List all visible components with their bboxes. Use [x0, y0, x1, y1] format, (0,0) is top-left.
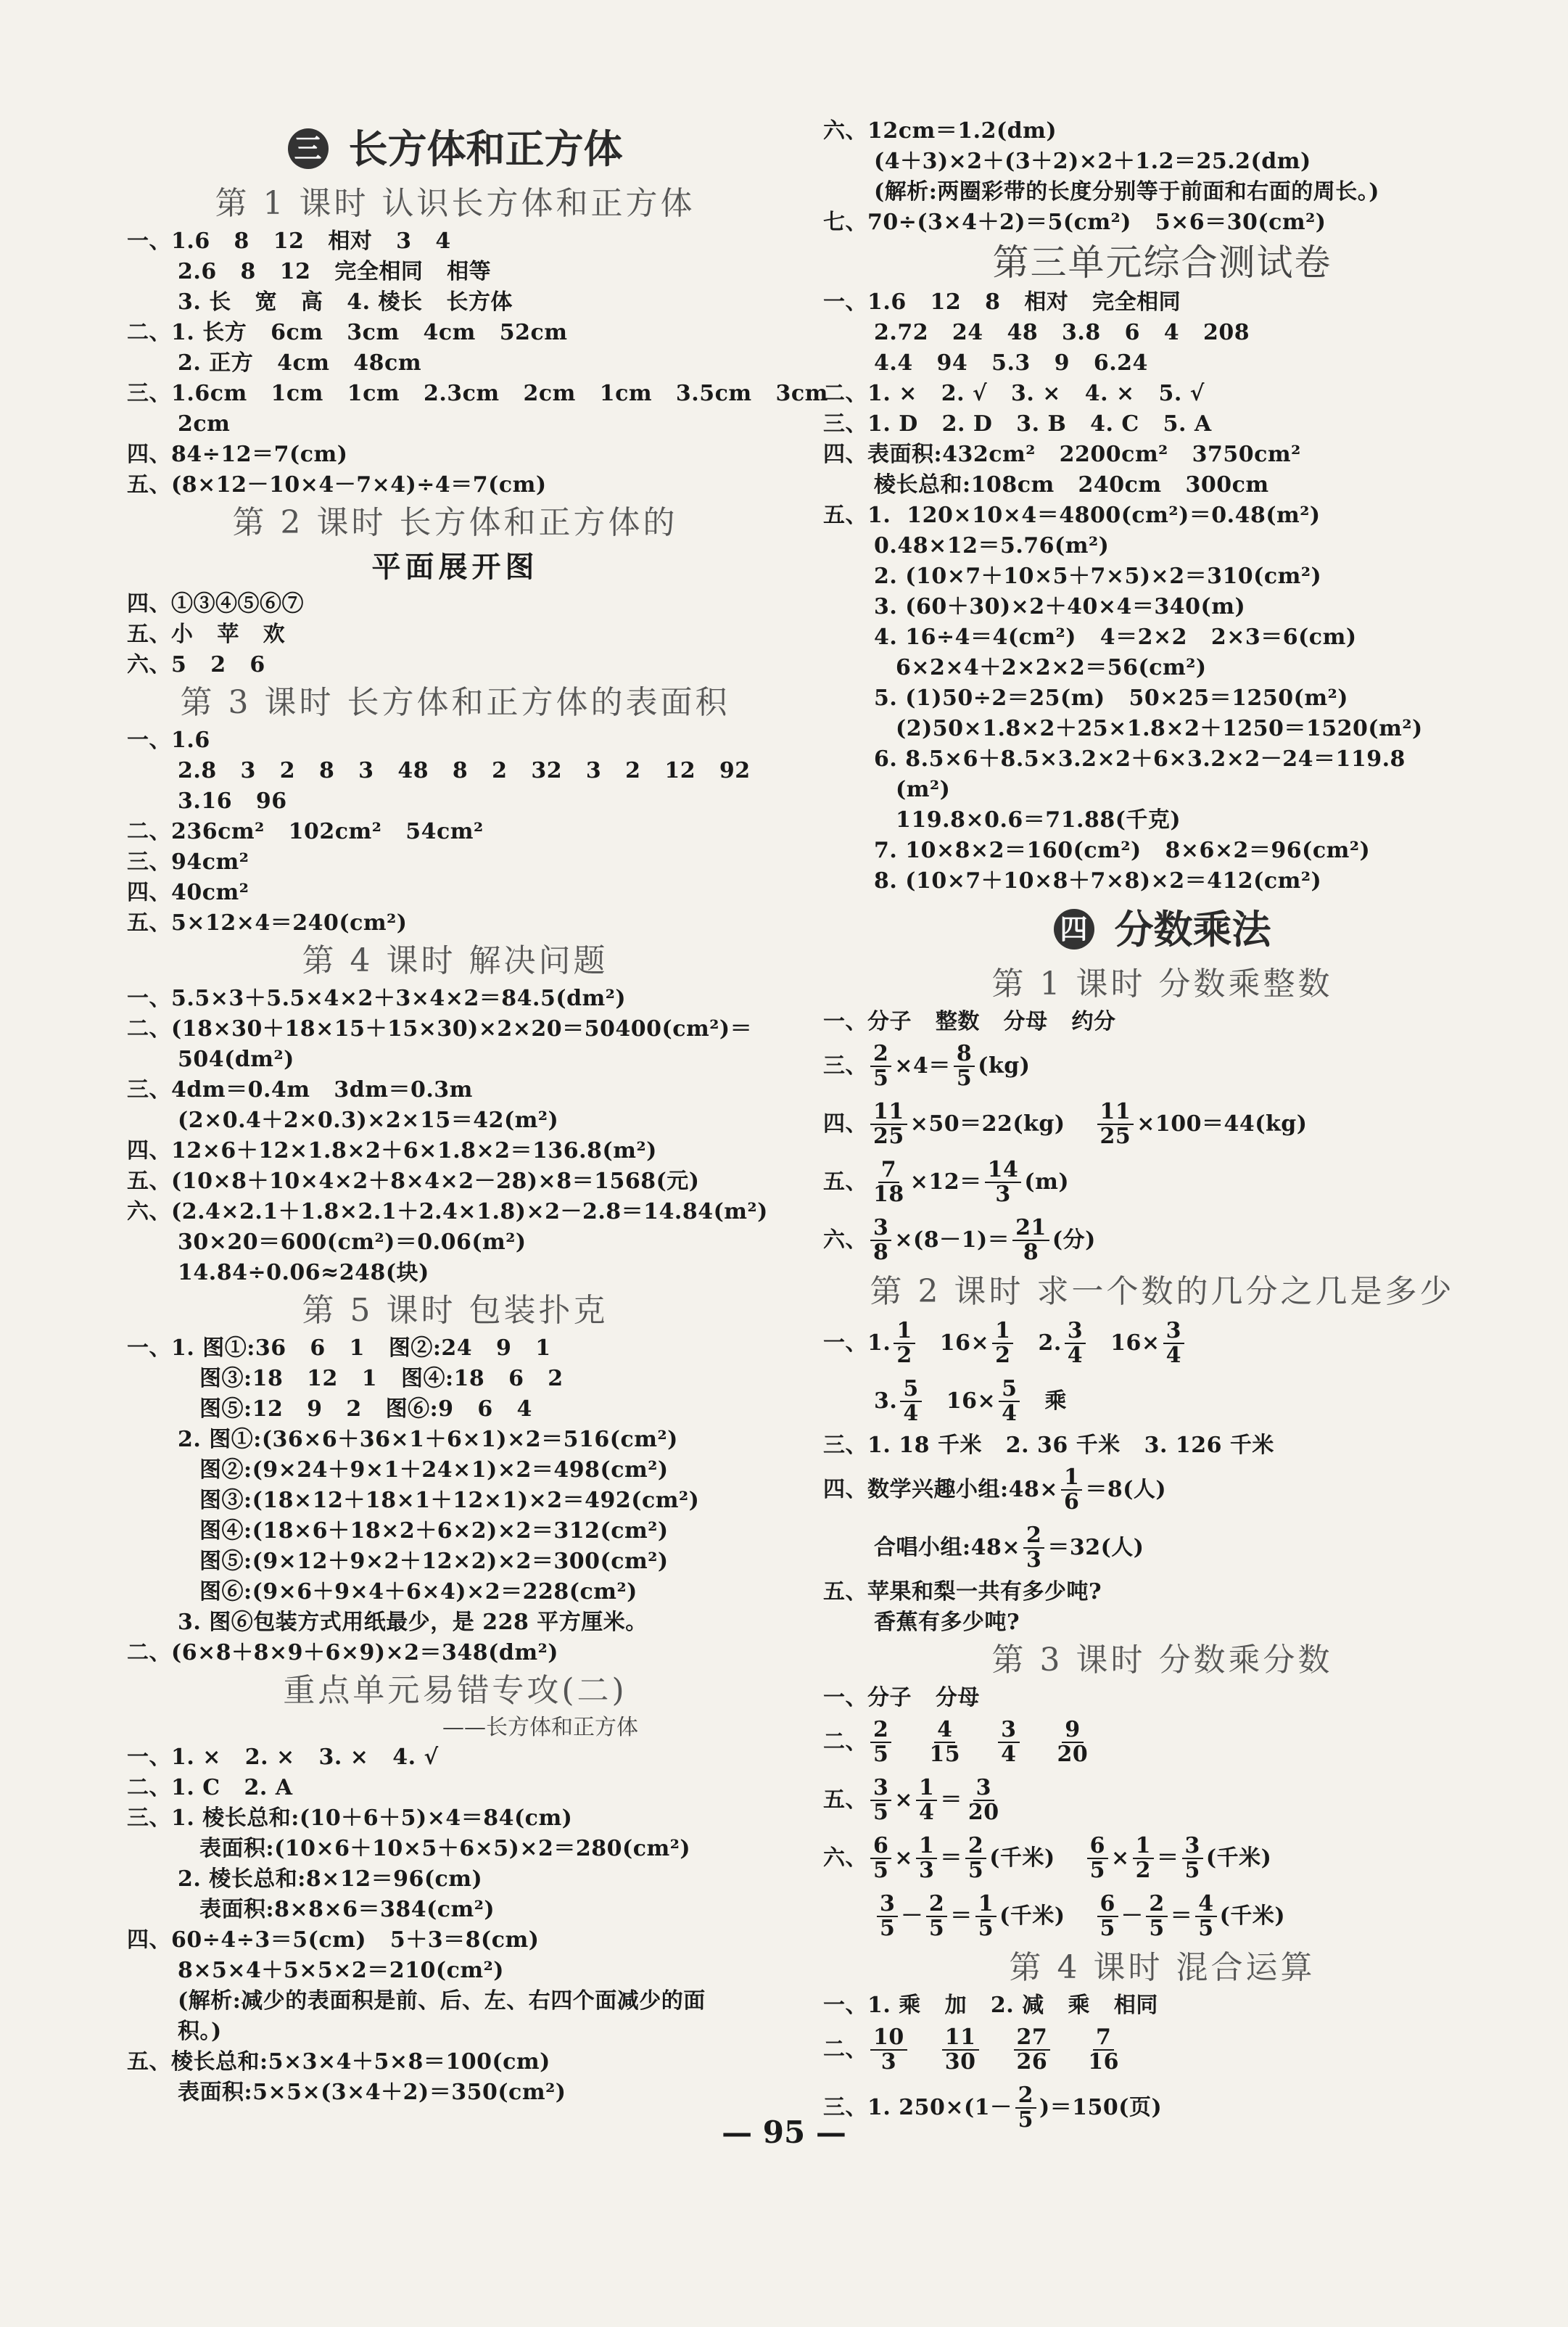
fraction — [870, 1158, 907, 1206]
page-number: — 95 — — [722, 2114, 846, 2150]
label: 四、 — [823, 1111, 867, 1137]
answer-line: 棱长总和:108cm 240cm 300cm — [874, 472, 1269, 498]
denominator: 8 — [1023, 1240, 1039, 1265]
label: 六、 — [823, 1227, 867, 1253]
answer-line: 七、70÷(3×4＋2)＝5(cm²) 5×6＝30(cm²) — [823, 210, 1326, 235]
answer-line: 五、(10×8＋10×4×2＋8×4×2－28)×8＝1568(元) — [127, 1169, 700, 1194]
answer-line — [823, 1153, 1501, 1211]
numerator: 1 — [916, 1776, 937, 1801]
text: (分) — [1052, 1227, 1096, 1253]
numerator: 9 — [1062, 1718, 1083, 1743]
fraction — [900, 1377, 921, 1425]
label: 二、 — [823, 1729, 867, 1755]
text: ＝ — [950, 1903, 973, 1929]
answer-line: 4.4 94 5.3 9 6.24 — [874, 350, 1148, 376]
answer-line: 四、40cm² — [127, 880, 249, 905]
answer-line — [823, 1095, 1501, 1153]
answer-line: 四、①③④⑤⑥⑦ — [127, 591, 304, 617]
text: (千米) — [989, 1845, 1055, 1871]
fraction — [965, 1834, 986, 1882]
text: (千米) — [999, 1903, 1065, 1929]
text: (千米) — [1219, 1903, 1286, 1929]
lesson-2-title: 第 2 课时 长方体和正方体的 — [232, 504, 678, 541]
denominator: 25 — [1099, 1124, 1131, 1149]
answer-line: 四、60÷4÷3＝5(cm) 5＋3＝8(cm) — [127, 1927, 540, 1953]
answer-line: 三、1. 18 千米 2. 36 千米 3. 126 千米 — [823, 1433, 1274, 1458]
answer-line: 一、分子 分母 — [823, 1685, 980, 1710]
answer-line: 8×5×4＋5×5×2＝210(cm²) — [178, 1958, 504, 1983]
numerator: 3 — [877, 1893, 898, 1917]
answer-line: 一、1. × 2. × 3. × 4. √ — [127, 1745, 439, 1770]
denominator: 2 — [896, 1343, 912, 1368]
denominator: 2 — [1135, 1858, 1152, 1883]
text: ×(8－1)＝ — [894, 1227, 1010, 1253]
answer-line: (解析:减少的表面积是前、后、左、右四个面减少的面 — [178, 1988, 706, 2014]
fraction — [1163, 1319, 1184, 1367]
denominator: 30 — [944, 2049, 976, 2075]
answer-line: (m²) — [896, 777, 951, 802]
label: 一、1. — [823, 1330, 891, 1356]
text: (m) — [1024, 1169, 1070, 1195]
answer-line — [823, 1771, 1501, 1829]
answer-line: 表面积:5×5×(3×4＋2)＝350(cm²) — [178, 2080, 566, 2105]
answer-line — [823, 1211, 1501, 1269]
answer-line: 图⑤:(9×12＋9×2＋12×2)×2＝300(cm²) — [199, 1549, 669, 1574]
denominator: 25 — [873, 1124, 904, 1149]
label: 六、 — [823, 1845, 867, 1871]
answer-line: (2)50×1.8×2＋25×1.8×2＋1250＝1520(m²) — [896, 716, 1423, 741]
numerator: 5 — [900, 1377, 921, 1402]
answer-line: 图④:(18×6＋18×2＋6×2)×2＝312(cm²) — [199, 1518, 669, 1544]
fraction — [998, 1718, 1019, 1766]
answer-line: 0.48×12＝5.76(m²) — [874, 533, 1110, 559]
numerator: 27 — [1014, 2026, 1051, 2051]
text: ＝8(人) — [1085, 1477, 1167, 1502]
numerator: 6 — [870, 1834, 891, 1859]
fraction — [1182, 1834, 1203, 1882]
answer-line: 14.84÷0.06≈248(块) — [178, 1260, 429, 1285]
fraction — [1061, 1466, 1082, 1514]
numerator: 2 — [1146, 1893, 1167, 1917]
numerator: 3 — [870, 1776, 891, 1801]
lesson-4-title: 第 4 课时 解决问题 — [302, 942, 608, 979]
lesson-3-title: 第 3 课时 长方体和正方体的表面积 — [180, 684, 730, 721]
numerator: 1 — [916, 1834, 937, 1859]
fraction — [894, 1319, 915, 1367]
unit-3-test-title: 第三单元综合测试卷 — [992, 242, 1332, 284]
fraction — [954, 1042, 975, 1090]
denominator: 5 — [1099, 1916, 1115, 1941]
fraction — [999, 1377, 1020, 1425]
fraction — [870, 1776, 891, 1824]
denominator: 20 — [967, 1800, 999, 1825]
numerator: 21 — [1012, 1216, 1049, 1241]
fraction — [1065, 1319, 1086, 1367]
text: － — [901, 1903, 923, 1929]
text: ＝ — [940, 1845, 962, 1871]
answer-line: 4. 16÷4＝4(cm²) 4＝2×2 2×3＝6(cm) — [874, 625, 1357, 650]
left-column — [127, 116, 828, 2108]
answer-line: 2. (10×7＋10×5＋7×5)×2＝310(cm²) — [874, 564, 1322, 589]
denominator: 5 — [1149, 1916, 1165, 1941]
answer-line: 2. 正方 4cm 48cm — [178, 350, 422, 376]
fraction-lesson-1-title: 第 1 课时 分数乘整数 — [991, 965, 1333, 1002]
text: × — [894, 1787, 914, 1813]
unit-4-title: 分数乘法 — [1114, 906, 1271, 952]
answer-line: 6. 8.5×6＋8.5×3.2×2＋6×3.2×2－24＝119.8 — [874, 746, 1406, 772]
fraction — [870, 1042, 891, 1090]
denominator: 5 — [873, 1858, 889, 1883]
answer-line — [823, 1461, 1501, 1519]
fraction — [985, 1158, 1022, 1206]
answer-line: 二、1. × 2. √ 3. × 4. × 5. √ — [823, 381, 1205, 406]
numerator: 2 — [1015, 2084, 1036, 2109]
fraction — [1014, 2026, 1051, 2074]
fraction — [916, 1776, 937, 1824]
answer-line — [823, 1713, 1501, 1771]
answer-line: 图③:(18×12＋18×1＋12×1)×2＝492(cm²) — [199, 1488, 700, 1513]
denominator: 5 — [1018, 2107, 1033, 2133]
fraction — [870, 1100, 907, 1148]
fraction — [1133, 1834, 1154, 1882]
answer-line — [823, 2021, 1501, 2079]
numerator: 11 — [1097, 1100, 1134, 1125]
denominator: 4 — [1001, 1742, 1017, 1767]
fraction — [975, 1893, 996, 1940]
answer-line: 五、棱长总和:5×3×4＋5×8＝100(cm) — [127, 2049, 550, 2075]
unit-4-heading — [823, 901, 1501, 957]
denominator: 18 — [873, 1182, 904, 1207]
denominator: 3 — [880, 2049, 897, 2075]
denominator: 4 — [903, 1401, 919, 1426]
numerator: 2 — [870, 1042, 891, 1067]
numerator: 1 — [894, 1319, 915, 1344]
answer-line: (解析:两圈彩带的长度分别等于前面和右面的周长。) — [874, 179, 1379, 205]
lesson-2-subtitle: 平面展开图 — [371, 550, 539, 584]
answer-line: 二、(18×30＋18×15＋15×30)×2×20＝50400(cm²)＝ — [127, 1016, 753, 1042]
answer-line: 一、1. 图①:36 6 1 图②:24 9 1 — [127, 1335, 551, 1361]
numerator: 11 — [870, 1100, 907, 1125]
answer-line: 图⑥:(9×6＋9×4＋6×4)×2＝228(cm²) — [199, 1579, 637, 1605]
answer-line: 2cm — [178, 411, 231, 437]
numerator: 2 — [870, 1718, 891, 1743]
denominator: 4 — [919, 1800, 935, 1825]
answer-line: 三、1. D 2. D 3. B 4. C 5. A — [823, 411, 1212, 437]
fraction — [1023, 1524, 1044, 1572]
denominator: 3 — [1026, 1547, 1042, 1573]
denominator: 8 — [873, 1240, 889, 1265]
answer-line: 7. 10×8×2＝160(cm²) 8×6×2＝96(cm²) — [874, 838, 1371, 863]
numerator: 11 — [942, 2026, 979, 2051]
numerator: 3 — [1182, 1834, 1203, 1859]
answer-line: 五、1. 120×10×4＝4800(cm²)＝0.48(m²) — [823, 503, 1321, 528]
answer-line — [823, 1314, 1501, 1372]
denominator: 6 — [1063, 1489, 1080, 1515]
label: 三、 — [823, 1053, 867, 1079]
fraction — [1087, 1834, 1108, 1882]
answer-line: 3. 图⑥包装方式用纸最少，是 228 平方厘米。 — [178, 1610, 648, 1635]
denominator: 15 — [929, 1742, 961, 1767]
answer-line: 六、12cm＝1.2(dm) — [823, 118, 1057, 144]
denominator: 4 — [1067, 1343, 1084, 1368]
text: ＝32(人) — [1047, 1535, 1144, 1560]
numerator: 6 — [1097, 1893, 1118, 1917]
answer-line: 五、苹果和梨一共有多少吨? — [823, 1579, 1102, 1605]
denominator: 2 — [995, 1343, 1011, 1368]
text: 16× — [946, 1388, 996, 1414]
answer-line: (2×0.4＋2×0.3)×2×15＝42(m²) — [178, 1108, 559, 1133]
denominator: 5 — [1198, 1916, 1214, 1941]
numerator: 1 — [1061, 1466, 1082, 1491]
answer-line: 六、(2.4×2.1＋1.8×2.1＋2.4×1.8)×2－2.8＝14.84(m²) — [127, 1199, 768, 1224]
fraction-lesson-2-title: 第 2 课时 求一个数的几分之几是多少 — [870, 1273, 1455, 1310]
label: 四、数学兴趣小组:48× — [823, 1477, 1058, 1502]
answer-line: 2. 图①:(36×6＋36×1＋6×1)×2＝516(cm²) — [178, 1427, 678, 1452]
answer-line: 30×20＝600(cm²)＝0.06(m²) — [178, 1230, 527, 1255]
fraction-lesson-4-title: 第 4 课时 混合运算 — [1009, 1949, 1316, 1986]
numerator: 7 — [1093, 2026, 1114, 2051]
lesson-6-title: 重点单元易错专攻(二) — [283, 1672, 627, 1709]
answer-line: 3. (60＋30)×2＋40×4＝340(m) — [874, 594, 1246, 619]
denominator: 5 — [873, 1800, 889, 1825]
answer-line: 一、分子 整数 分母 约分 — [823, 1009, 1116, 1034]
answer-line: 表面积:8×8×6＝384(cm²) — [199, 1897, 495, 1922]
answer-line: 二、(6×8＋8×9＋6×9)×2＝348(dm²) — [127, 1640, 558, 1665]
denominator: 3 — [919, 1858, 935, 1883]
denominator: 4 — [1165, 1343, 1181, 1368]
answer-line: 一、1.6 — [127, 728, 210, 753]
unit-3-badge: 三 — [288, 128, 329, 169]
answer-line: 三、4dm＝0.4m 3dm＝0.3m — [127, 1077, 473, 1103]
fraction — [965, 1776, 1002, 1824]
numerator: 2 — [926, 1893, 947, 1917]
denominator: 5 — [967, 1858, 984, 1883]
numerator: 5 — [999, 1377, 1020, 1402]
numerator: 14 — [985, 1158, 1022, 1183]
fraction — [1085, 2026, 1122, 2074]
text: × — [1111, 1845, 1130, 1871]
text: ×100＝44(kg) — [1136, 1111, 1308, 1137]
answer-line: 表面积:(10×6＋10×5＋6×5)×2＝280(cm²) — [199, 1836, 691, 1861]
answer-line: 3.16 96 — [178, 788, 287, 814]
numerator: 3 — [973, 1776, 994, 1801]
denominator: 5 — [880, 1916, 896, 1941]
answer-line — [823, 1887, 1501, 1945]
answer-line — [823, 1829, 1501, 1887]
fraction — [1195, 1893, 1216, 1940]
fraction — [916, 1834, 937, 1882]
right-column — [823, 116, 1501, 2137]
numerator: 2 — [965, 1834, 986, 1859]
answer-line: 二、1. 长方 6cm 3cm 4cm 52cm — [127, 320, 568, 345]
fraction — [1097, 1100, 1134, 1148]
label: 五、 — [823, 1787, 867, 1813]
denominator: 5 — [873, 1742, 889, 1767]
answer-line: 2.72 24 48 3.8 6 4 208 — [874, 320, 1250, 345]
text: 16× — [1110, 1330, 1160, 1356]
fraction — [1146, 1893, 1167, 1940]
text: 16× — [939, 1330, 990, 1356]
fraction — [870, 1718, 891, 1766]
lesson-6-subtitle: ——长方体和正方体 — [442, 1715, 638, 1740]
answer-line: 三、1.6cm 1cm 1cm 2.3cm 2cm 1cm 3.5cm 3cm — [127, 381, 828, 406]
denominator: 20 — [1057, 1742, 1089, 1767]
numerator: 1 — [975, 1893, 996, 1917]
text: ×50＝22(kg) — [909, 1111, 1065, 1137]
answer-line: (4＋3)×2＋(3＋2)×2＋1.2＝25.2(dm) — [874, 149, 1311, 174]
text: ＝ — [1157, 1845, 1179, 1871]
denominator: 5 — [956, 1066, 973, 1091]
answer-line: 二、1. C 2. A — [127, 1775, 293, 1800]
unit-3-title: 长方体和正方体 — [348, 125, 623, 172]
text: (kg) — [978, 1053, 1031, 1079]
answer-line — [823, 1519, 1501, 1577]
numerator: 3 — [1163, 1319, 1184, 1344]
denominator: 16 — [1088, 2049, 1119, 2075]
text: － — [1121, 1903, 1144, 1929]
text: ×4＝ — [894, 1053, 951, 1079]
answer-line: 一、1. 乘 加 2. 减 乘 相同 — [823, 1993, 1158, 2018]
answer-line: 2.8 3 2 8 3 48 8 2 32 3 2 12 92 — [178, 758, 751, 783]
text: ＝ — [940, 1787, 962, 1813]
answer-line — [823, 1372, 1501, 1430]
fraction — [992, 1319, 1013, 1367]
answer-line — [823, 1037, 1501, 1095]
denominator: 5 — [978, 1916, 994, 1941]
fraction-lesson-3-title: 第 3 课时 分数乘分数 — [991, 1642, 1333, 1679]
answer-line: 5. (1)50÷2＝25(m) 50×25＝1250(m²) — [874, 685, 1348, 711]
fraction — [870, 2026, 907, 2074]
answer-line: 2.6 8 12 完全相同 相等 — [178, 259, 492, 284]
denominator: 3 — [995, 1182, 1011, 1207]
answer-line: 六、5 2 6 — [127, 652, 265, 677]
answer-line: 图③:18 12 1 图④:18 6 2 — [199, 1366, 564, 1391]
fraction — [926, 1718, 963, 1766]
text: (千米) — [1205, 1845, 1272, 1871]
denominator: 4 — [1002, 1401, 1018, 1426]
unit-4-badge: 四 — [1054, 909, 1094, 950]
numerator: 10 — [870, 2026, 907, 2051]
lesson-5-title: 第 5 课时 包装扑克 — [302, 1292, 608, 1329]
answer-line: 四、12×6＋12×1.8×2＋6×1.8×2＝136.8(m²) — [127, 1138, 657, 1164]
unit-3-heading — [127, 120, 783, 177]
answer-line: 119.8×0.6＝71.88(千克) — [896, 807, 1181, 833]
numerator: 3 — [870, 1216, 891, 1241]
numerator: 7 — [878, 1158, 899, 1183]
answer-line: 四、表面积:432cm² 2200cm² 3750cm² — [823, 442, 1301, 467]
text: 乘 — [1044, 1388, 1067, 1414]
text: )＝150(页) — [1039, 2095, 1163, 2120]
fraction — [926, 1893, 947, 1940]
label: 3. — [874, 1388, 898, 1414]
fraction — [942, 2026, 979, 2074]
text: 2. — [1038, 1330, 1062, 1356]
label: 三、1. 250×(1－ — [823, 2095, 1012, 2120]
denominator: 5 — [1089, 1858, 1106, 1883]
numerator: 3 — [1065, 1319, 1086, 1344]
answer-line: 三、94cm² — [127, 849, 249, 875]
numerator: 4 — [934, 1718, 955, 1743]
fraction — [870, 1216, 891, 1264]
answer-line: 3. 长 宽 高 4. 棱长 长方体 — [178, 289, 513, 315]
answer-line: 二、236cm² 102cm² 54cm² — [127, 819, 484, 844]
numerator: 1 — [1133, 1834, 1154, 1859]
denominator: 5 — [1184, 1858, 1200, 1883]
label: 二、 — [823, 2037, 867, 2062]
answer-line: 一、1.6 12 8 相对 完全相同 — [823, 289, 1181, 315]
answer-line: 8. (10×7＋10×8＋7×8)×2＝412(cm²) — [874, 868, 1322, 894]
answer-line: 积。) — [178, 2019, 222, 2044]
numerator: 2 — [1023, 1524, 1044, 1549]
answer-line: 2. 棱长总和:8×12＝96(cm) — [178, 1866, 483, 1892]
text: ×12＝ — [909, 1169, 982, 1195]
answer-line: 五、5×12×4＝240(cm²) — [127, 910, 408, 936]
answer-line: 香蕉有多少吨? — [874, 1610, 1020, 1635]
numerator: 8 — [954, 1042, 975, 1067]
answer-line: 四、84÷12＝7(cm) — [127, 442, 348, 467]
fraction — [1097, 1893, 1118, 1940]
denominator: 5 — [873, 1066, 889, 1091]
denominator: 26 — [1016, 2049, 1048, 2075]
label: 五、 — [823, 1169, 867, 1195]
answer-line: 三、1. 棱长总和:(10＋6＋5)×4＝84(cm) — [127, 1805, 573, 1831]
answer-line: 一、1.6 8 12 相对 3 4 — [127, 228, 451, 254]
answer-line: 6×2×4＋2×2×2＝56(cm²) — [896, 655, 1207, 680]
answer-line: 图②:(9×24＋9×1＋24×1)×2＝498(cm²) — [199, 1457, 669, 1483]
fraction — [877, 1893, 898, 1940]
text: ＝ — [1170, 1903, 1193, 1929]
answer-line: 504(dm²) — [178, 1047, 294, 1072]
numerator: 4 — [1195, 1893, 1216, 1917]
numerator: 1 — [992, 1319, 1013, 1344]
answer-line: 五、小 苹 欢 — [127, 622, 286, 647]
answer-line: 一、5.5×3＋5.5×4×2＋3×4×2＝84.5(dm²) — [127, 986, 627, 1011]
answer-line: 五、(8×12－10×4－7×4)÷4＝7(cm) — [127, 472, 547, 498]
answer-line: 图⑤:12 9 2 图⑥:9 6 4 — [199, 1396, 532, 1422]
numerator: 6 — [1087, 1834, 1108, 1859]
fraction — [870, 1834, 891, 1882]
denominator: 5 — [928, 1916, 945, 1941]
numerator: 3 — [998, 1718, 1019, 1743]
fraction — [1055, 1718, 1092, 1766]
lesson-1-title: 第 1 课时 认识长方体和正方体 — [215, 185, 696, 222]
label: 合唱小组:48× — [874, 1535, 1020, 1560]
fraction — [1012, 1216, 1049, 1264]
text: × — [894, 1845, 914, 1871]
